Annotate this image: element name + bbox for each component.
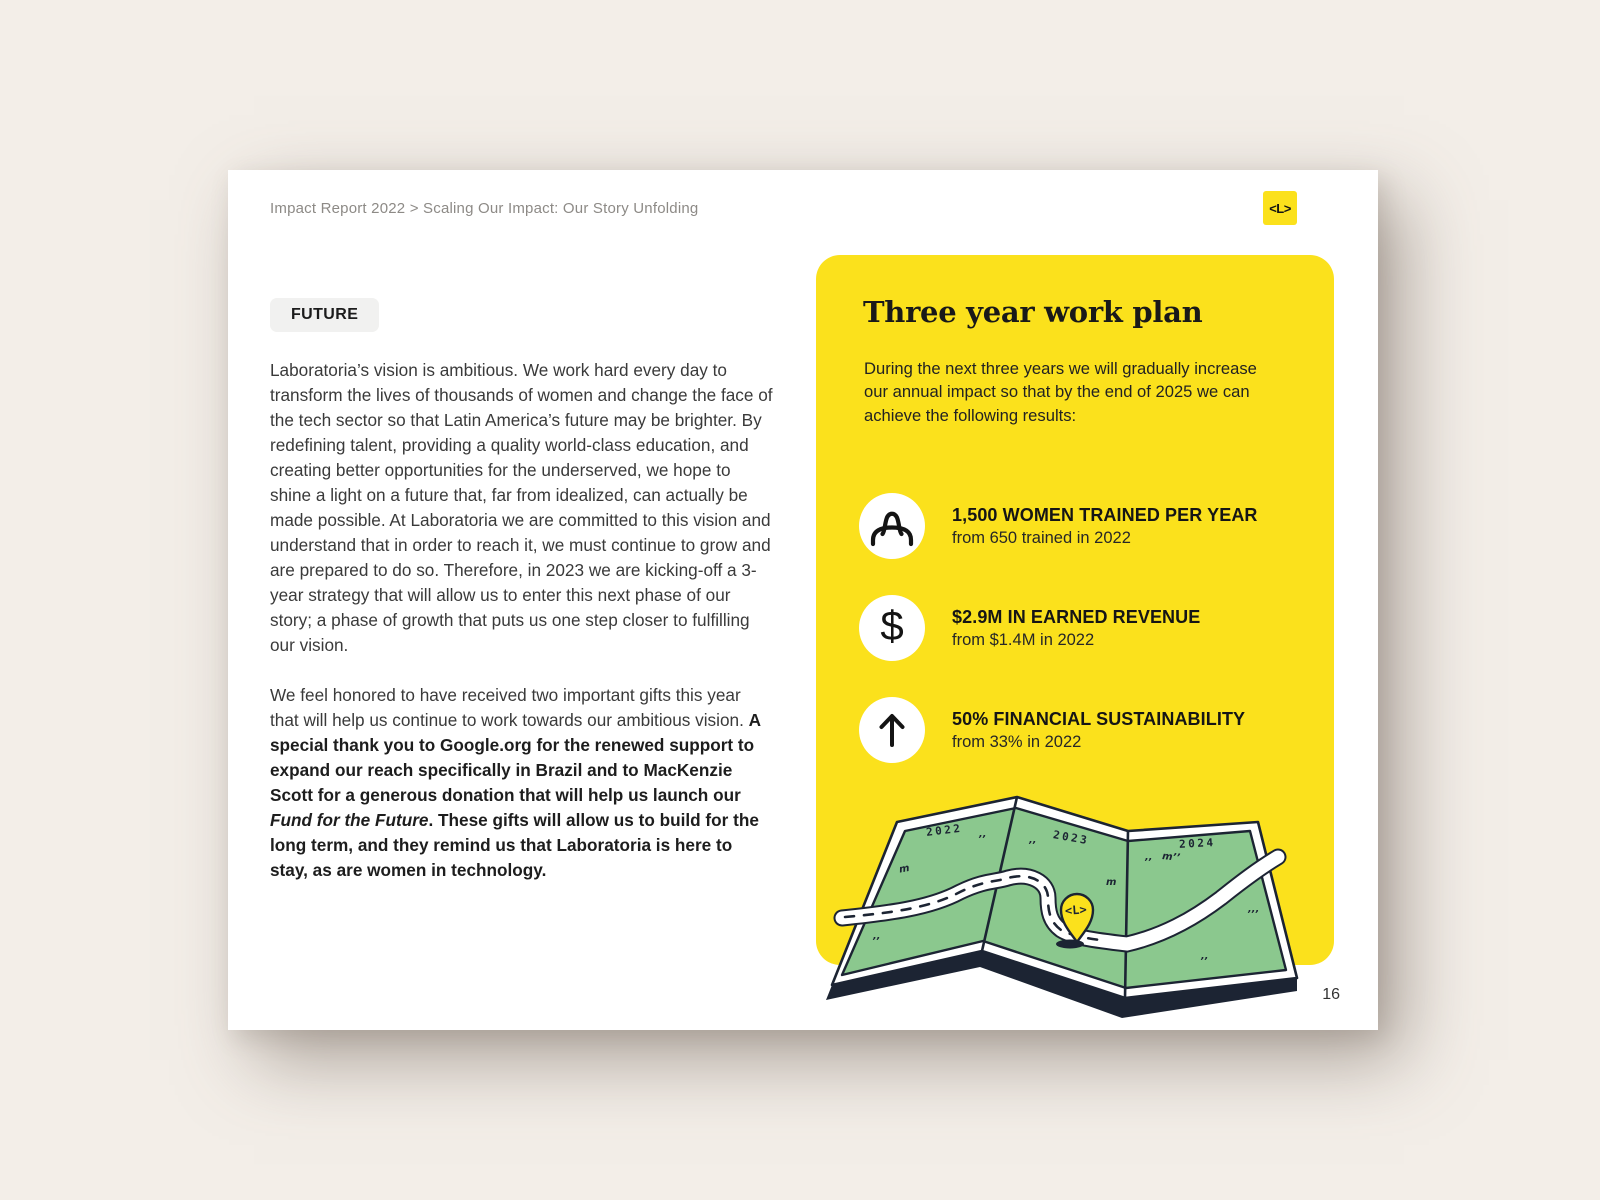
section-badge: FUTURE — [270, 298, 379, 332]
map-terrain-mark: m’’ — [1161, 850, 1181, 864]
report-page — [228, 170, 1378, 1030]
work-plan-item-text — [952, 607, 1200, 650]
gifts-paragraph-bold-end: . These gifts will allow us to build for the long term, and they remind us that Laboratoria is here to stay, as are women in technology. — [270, 810, 759, 880]
breadcrumb: Impact Report 2022 > Scaling Our Impact: Our Story Unfolding — [270, 200, 699, 217]
work-plan-intro: During the next three years we will gradually increase our annual impact so that by the end of 2025 we can achieve the following results: — [864, 359, 1257, 425]
laboratoria-logo-text: <L> — [1269, 200, 1291, 216]
fund-for-the-future: Fund for the Future — [270, 810, 429, 830]
item-subtitle: from 33% in 2022 — [952, 732, 1082, 751]
item-title: 1,500 WOMEN TRAINED PER YEAR — [952, 504, 1258, 525]
vision-paragraph: Laboratoria’s vision is ambitious. We work hard every day to transform the lives of thousands of women and change the face of the tech sector so that Latin America’s future may be brighter. By redefining talent, providing a quality world-class education, and creating better opportunities for the underserved, we hope to shine a light on a future that, far from idealized, can actually be made possible. At Laboratoria we are committed to this vision and understand that in order to reach it, we must continue to grow and are prepared to do so. Therefore, in 2023 we are kicking-off a 3-year strategy that will allow us to enter this next phase of our story; a phase of growth that puts us one step closer to fulfilling our vision. — [270, 360, 773, 655]
map-terrain-mark: ’’ — [978, 834, 986, 845]
work-plan-item-text — [952, 505, 1258, 548]
work-plan-item-text — [952, 709, 1245, 752]
work-plan-item-women-trained — [859, 493, 1258, 559]
item-subtitle: from 650 trained in 2022 — [952, 528, 1131, 547]
dollar-glyph: $ — [880, 602, 904, 649]
work-plan-item-earned-revenue — [859, 595, 1258, 661]
map-terrain-mark: ’’ — [1200, 956, 1208, 967]
dollar-icon — [859, 595, 925, 661]
work-plan-title: Three year work plan — [863, 295, 1203, 329]
map-year-2024: 2024 — [1178, 835, 1216, 851]
work-plan-items — [859, 493, 1258, 799]
body-text-column — [270, 358, 773, 883]
map-year-2023: 2023 — [1052, 828, 1091, 848]
laboratoria-logo — [1263, 191, 1297, 225]
item-subtitle: from $1.4M in 2022 — [952, 630, 1095, 649]
arrow-up-icon — [859, 697, 925, 763]
pin-label: <L> — [1064, 902, 1088, 918]
gifts-paragraph-regular: We feel honored to have received two important gifts this year that will help us continue to work towards our ambitious vision. — [270, 685, 749, 730]
map-terrain-mark: ’’ — [1144, 857, 1152, 868]
map-terrain-mark: ’’ — [1028, 840, 1036, 851]
gifts-paragraph — [270, 683, 773, 883]
item-title: 50% FINANCIAL SUSTAINABILITY — [952, 708, 1246, 729]
page-number: 16 — [1322, 986, 1340, 1003]
folded-map-illustration — [800, 770, 1310, 1020]
map-terrain-mark: ’’’ — [1247, 909, 1259, 920]
map-terrain-mark: ’’ — [872, 936, 880, 947]
map-terrain-mark: m — [898, 862, 911, 876]
item-title: $2.9M IN EARNED REVENUE — [952, 606, 1201, 627]
person-icon — [859, 493, 925, 559]
pin-shadow — [1056, 940, 1084, 949]
map-year-2022: 2022 — [925, 821, 964, 840]
gifts-paragraph-bold: A special thank you to Google.org for the renewed support to expand our reach specifically in Brazil and to MacKenzie Scott for a generous donation that will help us launch our — [270, 710, 761, 805]
work-plan-item-financial-sustainability — [859, 697, 1258, 763]
map-terrain-mark: m — [1106, 877, 1117, 888]
